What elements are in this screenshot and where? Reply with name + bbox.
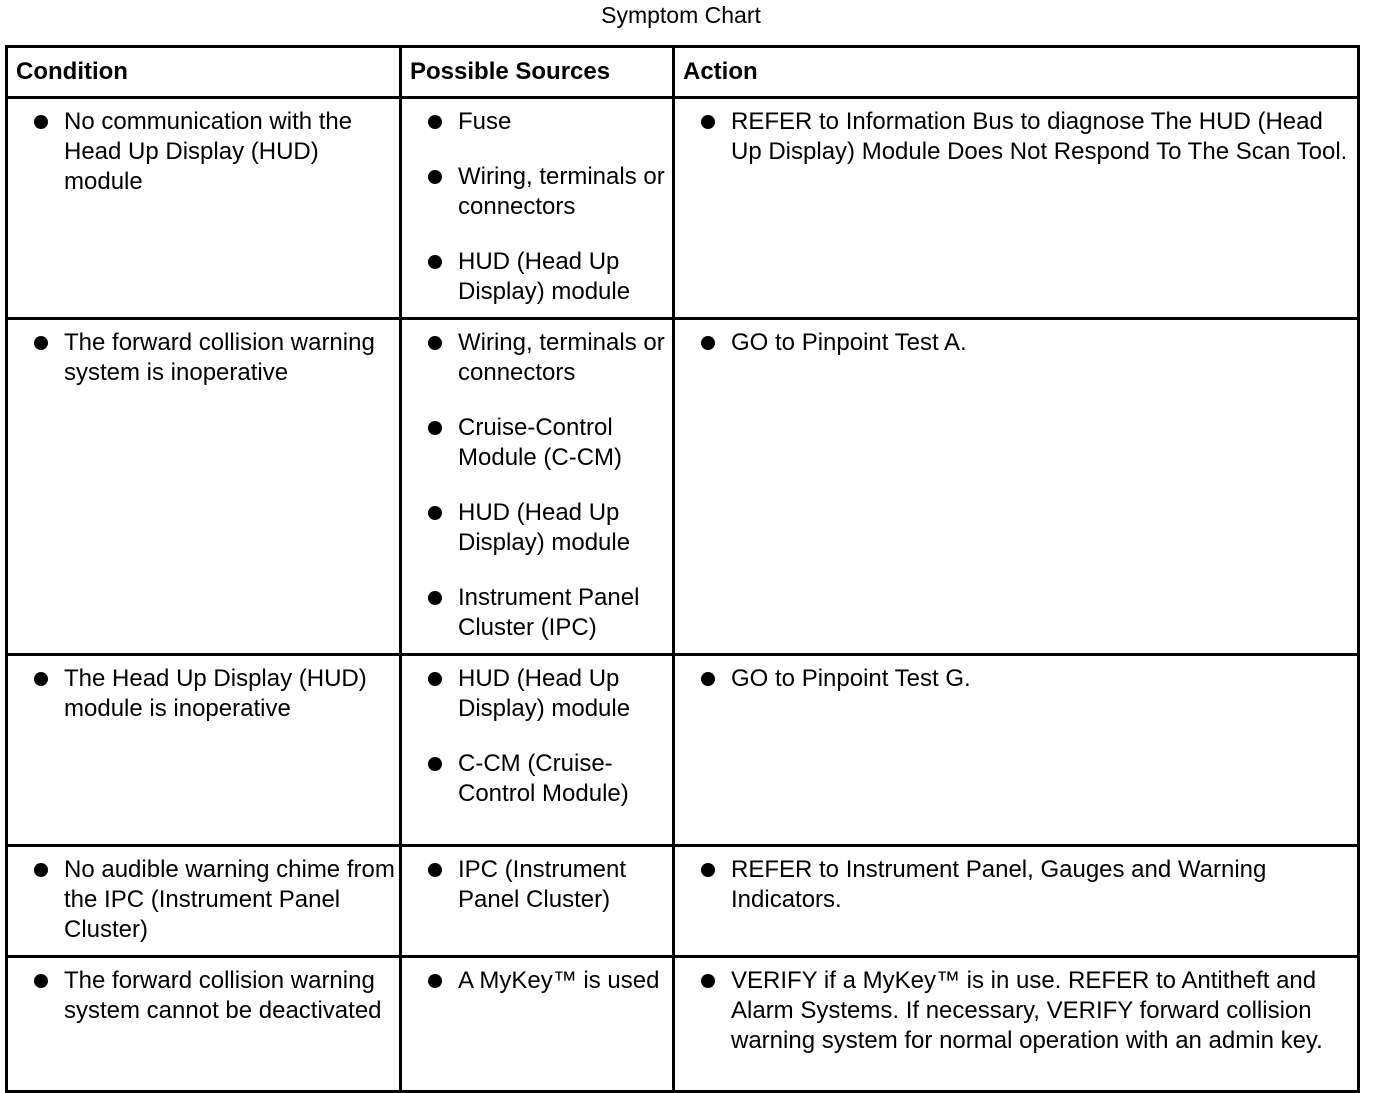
sources-cell [401, 98, 674, 319]
bullet-icon [428, 506, 442, 520]
action-cell [674, 655, 1359, 846]
table-row [7, 98, 1359, 319]
list-item [402, 162, 668, 222]
sources-cell [401, 846, 674, 957]
list-item [8, 664, 395, 724]
action-text: GO to Pinpoint Test A. [731, 329, 967, 356]
header-possible-sources: Possible Sources [401, 47, 674, 98]
sources-cell [401, 957, 674, 1092]
bullet-icon [34, 336, 48, 350]
source-text: C-CM (Cruise-Control Module) [458, 750, 629, 807]
action-text: GO to Pinpoint Test G. [731, 665, 971, 692]
bullet-icon [34, 672, 48, 686]
table-row [7, 319, 1359, 655]
symptom-chart-table [5, 45, 1360, 1093]
action-cell [674, 98, 1359, 319]
bullet-icon [428, 115, 442, 129]
list-item [675, 107, 1353, 167]
condition-cell [7, 98, 401, 319]
list-item [402, 583, 668, 643]
list-item [8, 107, 395, 197]
list-item [402, 328, 668, 388]
bullet-icon [701, 863, 715, 877]
source-text: Instrument Panel Cluster (IPC) [458, 584, 640, 641]
list-item [402, 107, 668, 137]
bullet-icon [428, 255, 442, 269]
table-row [7, 655, 1359, 846]
bullet-icon [701, 974, 715, 988]
bullet-icon [428, 421, 442, 435]
list-item [402, 498, 668, 558]
header-condition: Condition [7, 47, 401, 98]
condition-cell [7, 655, 401, 846]
bullet-icon [428, 170, 442, 184]
bullet-icon [34, 974, 48, 988]
list-item [675, 966, 1353, 1056]
bullet-icon [428, 974, 442, 988]
list-item [402, 413, 668, 473]
header-action: Action [674, 47, 1359, 98]
list-item [8, 328, 395, 388]
list-item [675, 328, 1353, 358]
bullet-icon [428, 757, 442, 771]
table-row [7, 846, 1359, 957]
condition-text: No audible warning chime from the IPC (Instrument Panel Cluster) [64, 856, 395, 943]
source-text: IPC (Instrument Panel Cluster) [458, 856, 627, 913]
condition-cell [7, 957, 401, 1092]
bullet-icon [428, 863, 442, 877]
source-text: Wiring, terminals or connectors [458, 329, 665, 386]
bullet-icon [34, 863, 48, 877]
sources-cell [401, 319, 674, 655]
bullet-icon [701, 336, 715, 350]
list-item [675, 855, 1353, 915]
condition-cell [7, 319, 401, 655]
source-text: Fuse [458, 108, 512, 135]
action-text: REFER to Instrument Panel, Gauges and Warning Indicators. [731, 856, 1267, 913]
source-text: HUD (Head Up Display) module [458, 499, 631, 556]
condition-text: The forward collision warning system cannot be deactivated [64, 967, 382, 1024]
list-item [402, 664, 668, 724]
source-text: A MyKey™ is used [458, 967, 660, 994]
chart-caption: Symptom Chart [601, 2, 761, 28]
condition-cell [7, 846, 401, 957]
condition-text: The Head Up Display (HUD) module is inoperative [64, 665, 367, 722]
list-item [402, 966, 668, 996]
list-item [8, 966, 395, 1026]
action-cell [674, 846, 1359, 957]
sources-cell [401, 655, 674, 846]
action-text: VERIFY if a MyKey™ is in use. REFER to Antitheft and Alarm Systems. If necessary, VERIFY forward collision warning system for normal operation with an admin key. [731, 967, 1323, 1054]
list-item [675, 664, 1353, 694]
condition-text: No communication with the Head Up Display (HUD) module [64, 108, 353, 195]
list-item [402, 247, 668, 307]
source-text: Cruise-Control Module (C-CM) [458, 414, 623, 471]
action-cell [674, 957, 1359, 1092]
bullet-icon [428, 336, 442, 350]
list-item [402, 855, 668, 915]
table-header-row [7, 47, 1359, 98]
bullet-icon [428, 591, 442, 605]
list-item [402, 749, 668, 809]
action-cell [674, 319, 1359, 655]
action-text: REFER to Information Bus to diagnose The HUD (Head Up Display) Module Does Not Respond To The Scan Tool. [731, 108, 1348, 165]
table-row [7, 957, 1359, 1092]
bullet-icon [428, 672, 442, 686]
bullet-icon [34, 115, 48, 129]
source-text: HUD (Head Up Display) module [458, 248, 631, 305]
condition-text: The forward collision warning system is inoperative [64, 329, 375, 386]
bullet-icon [701, 672, 715, 686]
source-text: HUD (Head Up Display) module [458, 665, 631, 722]
source-text: Wiring, terminals or connectors [458, 163, 665, 220]
bullet-icon [701, 115, 715, 129]
list-item [8, 855, 395, 945]
